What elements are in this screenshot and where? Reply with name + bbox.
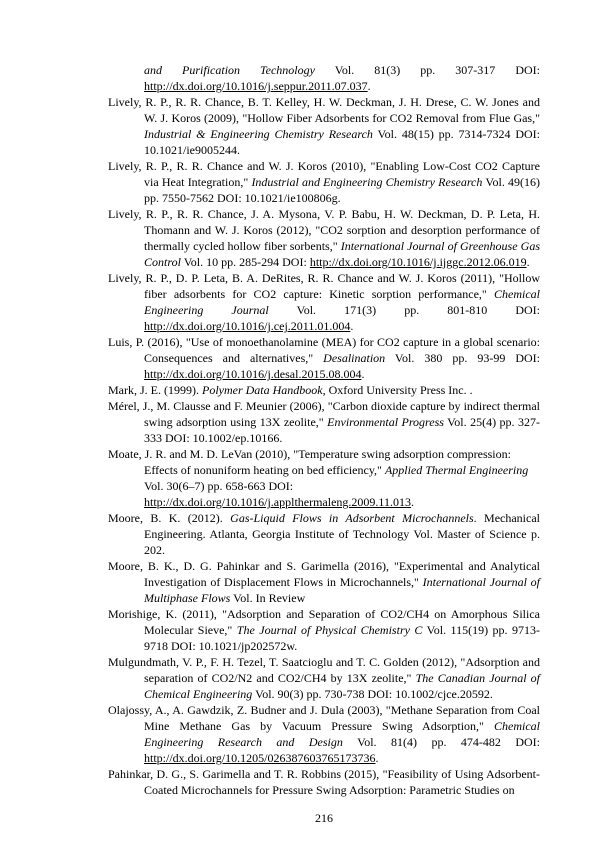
reference-text: . (367, 79, 371, 93)
reference-text: Vol. 115(19) pp. 9713-9718 DOI: 10.1021/jp202572w. (144, 623, 541, 653)
reference-text: . (410, 495, 414, 509)
reference-entry (108, 94, 540, 158)
reference-text: . (361, 367, 365, 381)
reference-text: Moore, B. K. (2012). (108, 511, 231, 525)
reference-text: Morishige, K. (2011), "Adsorption and Separation of CO2/CH4 on Amorphous Silica Molecular Sieve," (108, 607, 540, 637)
reference-text: Vol. 171(3) pp. 801-810 DOI: (268, 303, 540, 317)
reference-entry (108, 382, 540, 398)
reference-text: Moate, J. R. and M. D. LeVan (2010), "Temperature swing adsorption compression: Effects of nonuniform heating on bed efficiency," (108, 447, 511, 477)
reference-title-italic: Applied Thermal Engineering (384, 463, 529, 477)
reference-text: Vol. 81(3) pp. 307-317 DOI: (314, 63, 540, 77)
reference-text: Lively, R. P., R. R. Chance, B. T. Kelley, H. W. Deckman, J. H. Drese, C. W. Jones and W. J. Koros (2009), "Hollow Fiber Adsorbents for CO2 Removal from Flue Gas," (108, 95, 540, 125)
doi-link[interactable]: http://dx.doi.org/10.1205/026387603765173736 (144, 751, 376, 765)
reference-entry (108, 606, 540, 654)
reference-entry (108, 206, 540, 270)
reference-entry (108, 702, 540, 766)
reference-title-italic: Desalination (323, 351, 386, 365)
reference-text: Lively, R. P., R. R. Chance, J. A. Mysona, V. P. Babu, H. W. Deckman, D. P. Leta, H. Thomann and W. J. Koros (2012), "CO2 sorption and desorption performance of thermally cycled hollow fiber sorbents," (108, 207, 540, 253)
reference-title-italic: The Canadian Journal of Chemical Engineering (144, 671, 540, 701)
reference-text: Vol. 25(4) pp. 327-333 DOI: 10.1002/ep.10166. (144, 415, 540, 445)
reference-entry (108, 334, 540, 382)
reference-text: Luis, P. (2016), "Use of monoethanolamine (MEA) for CO2 capture in a global scenario: Consequences and alternatives," (108, 335, 540, 365)
reference-text: Vol. 48(15) pp. 7314-7324 DOI: 10.1021/ie9005244. (144, 127, 541, 157)
reference-entry (108, 62, 540, 94)
reference-text: . (350, 319, 354, 333)
reference-text: Olajossy, A., A. Gawdzik, Z. Budner and J. Dula (2003), "Methane Separation from Coal Mine Methane Gas by Vacuum Pressure Swing Adsorption," (108, 703, 540, 733)
reference-text: Mark, J. E. (1999). (108, 383, 202, 397)
doi-link[interactable]: http://dx.doi.org/10.1016/j.cej.2011.01.004 (144, 319, 351, 333)
reference-list (108, 62, 540, 798)
reference-text: Vol. 49(16) pp. 7550-7562 DOI: 10.1021/ie100806g. (144, 175, 540, 205)
reference-entry (108, 510, 540, 558)
reference-text: Mulgundmath, V. P., F. H. Tezel, T. Saatcioglu and T. C. Golden (2012), "Adsorption and separation of CO2/N2 and CO2/CH4 by 13X zeolite," (108, 655, 540, 685)
reference-title-italic: Chemical Engineering Research and Design (144, 719, 540, 749)
reference-title-italic: Environmental Progress (327, 415, 444, 429)
reference-text: . Mechanical Engineering. Atlanta, Georgia Institute of Technology Vol. Master of Science p. 202. (144, 511, 540, 557)
reference-title-italic: The Journal of Physical Chemistry C (236, 623, 423, 637)
reference-title-italic: Chemical Engineering Journal (144, 287, 540, 317)
reference-title-italic: International Journal of Multiphase Flows (144, 575, 540, 605)
reference-text: Mérel, J., M. Clausse and F. Meunier (2006), "Carbon dioxide capture by indirect thermal swing adsorption using 13X zeolite," (108, 399, 540, 429)
reference-entry (108, 654, 540, 702)
reference-text: Lively, R. P., R. R. Chance and W. J. Koros (2010), "Enabling Low-Cost CO2 Capture via Heat Integration," (108, 159, 540, 189)
reference-title-italic: Gas-Liquid Flows in Adsorbent Microchannels (230, 511, 474, 525)
doi-link[interactable]: http://dx.doi.org/10.1016/j.desal.2015.08.004 (144, 367, 362, 381)
reference-text: Pahinkar, D. G., S. Garimella and T. R. Robbins (2015), "Feasibility of Using Adsorbent-Coated Microchannels for Pressure Swing Adsorption: Parametric Studies on (108, 767, 540, 797)
reference-text: Vol. 90(3) pp. 730-738 DOI: 10.1002/cjce.20592. (252, 687, 493, 701)
reference-text: Vol. 30(6–7) pp. 658-663 DOI: (144, 479, 294, 493)
reference-entry (108, 398, 540, 446)
reference-text: . (375, 751, 379, 765)
reference-text: Moore, B. K., D. G. Pahinkar and S. Garimella (2016), "Experimental and Analytical Investigation of Displacement Flows in Microchannels," (108, 559, 540, 589)
reference-entry (108, 558, 540, 606)
reference-text: Vol. 10 pp. 285-294 DOI: (180, 255, 310, 269)
reference-text: Vol. 380 pp. 93-99 DOI: (385, 351, 540, 365)
reference-text: Lively, R. P., D. P. Leta, B. A. DeRites, R. R. Chance and W. J. Koros (2011), "Hollow fiber adsorbents for CO2 capture: Kinetic sorption performance," (108, 271, 540, 301)
doi-link[interactable]: http://dx.doi.org/10.1016/j.seppur.2011.07.037 (144, 79, 368, 93)
doi-link[interactable]: http://dx.doi.org/10.1016/j.ijggc.2012.06.019 (309, 255, 527, 269)
reference-title-italic: Industrial and Engineering Chemistry Research (251, 175, 483, 189)
reference-entry (108, 158, 540, 206)
reference-text: Vol. 81(4) pp. 474-482 DOI: (342, 735, 540, 749)
reference-text: , Oxford University Press Inc. . (322, 383, 473, 397)
reference-entry (108, 766, 540, 798)
page-number: 216 (315, 811, 333, 825)
reference-entry (108, 270, 540, 334)
reference-title-italic: Polymer Data Handbook (201, 383, 323, 397)
reference-title-italic: and Purification Technology (144, 63, 315, 77)
reference-entry (108, 446, 540, 510)
reference-title-italic: International Journal of Greenhouse Gas Control (144, 239, 540, 269)
reference-text: Vol. In Review (230, 591, 306, 605)
doi-link[interactable]: http://dx.doi.org/10.1016/j.applthermaleng.2009.11.013 (144, 495, 411, 509)
reference-title-italic: Industrial & Engineering Chemistry Research (144, 127, 373, 141)
reference-text: . (526, 255, 530, 269)
